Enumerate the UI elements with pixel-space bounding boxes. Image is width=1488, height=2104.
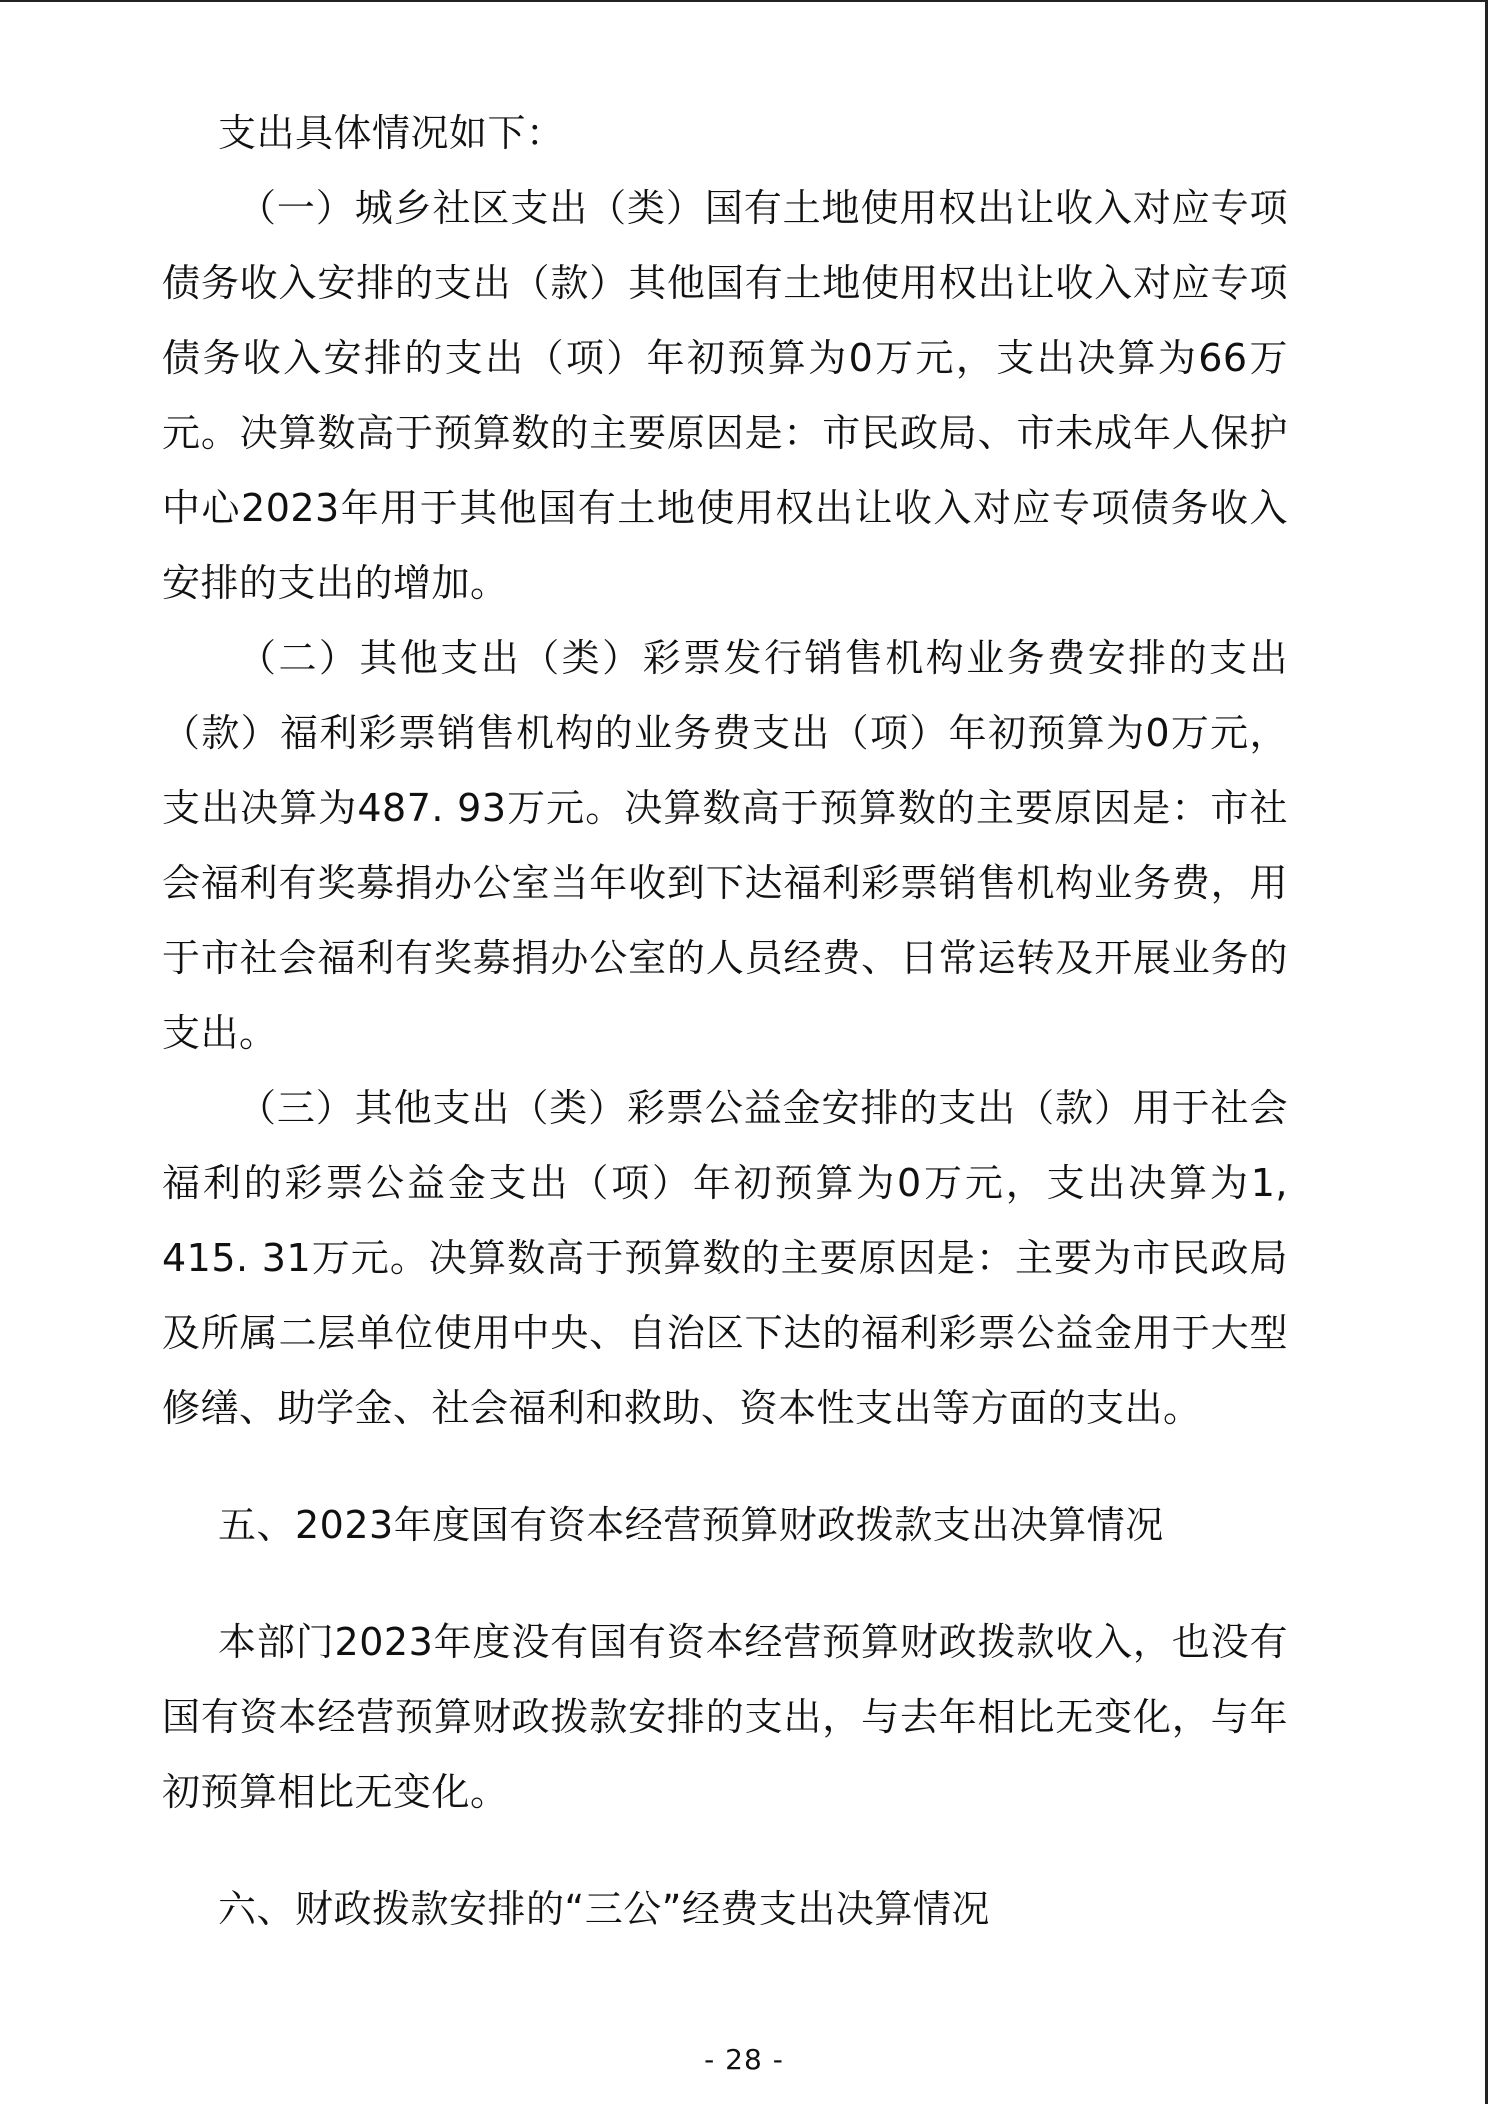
page-top-border bbox=[0, 0, 1488, 2]
section-5-paragraph: 本部门2023年度没有国有资本经营预算财政拨款收入，也没有国有资本经营预算财政拨款安排的支出，与去年相比无变化，与年初预算相比无变化。 bbox=[162, 1620, 1288, 1814]
page-number: - 28 - bbox=[704, 2043, 784, 2076]
item-1-paragraph: （一）城乡社区支出（类）国有土地使用权出让收入对应专项债务收入安排的支出（款）其他国有土地使用权出让收入对应专项债务收入安排的支出（项）年初预算为0万元，支出决算为66万元。决算数高于预算数的主要原因是：市民政局、市未成年人保护中心2023年用于其他国有土地使用权出让收入对应专项债务收入安排的支出的增加。 bbox=[162, 186, 1288, 605]
section-5-heading: 五、2023年度国有资本经营预算财政拨款支出决算情况 bbox=[218, 1503, 1164, 1547]
item-3-paragraph: （三）其他支出（类）彩票公益金安排的支出（款）用于社会福利的彩票公益金支出（项）年初预算为0万元，支出决算为1, 415. 31万元。决算数高于预算数的主要原因是：主要为市民政局及所属二层单位使用中央、自治区下达的福利彩票公益金用于大型修缮、助学金、社会福利和救助、资本性支出等方面的支出。 bbox=[162, 1086, 1288, 1430]
document-body bbox=[162, 96, 1288, 1947]
section-6-heading: 六、财政拨款安排的“三公”经费支出决算情况 bbox=[218, 1887, 990, 1931]
intro-paragraph: 支出具体情况如下： bbox=[218, 111, 565, 155]
item-2-paragraph: （二）其他支出（类）彩票发行销售机构业务费安排的支出（款）福利彩票销售机构的业务费支出（项）年初预算为0万元，支出决算为487. 93万元。决算数高于预算数的主要原因是：市社会福利有奖募捐办公室当年收到下达福利彩票销售机构业务费，用于市社会福利有奖募捐办公室的人员经费、日常运转及开展业务的支出。 bbox=[162, 636, 1288, 1055]
